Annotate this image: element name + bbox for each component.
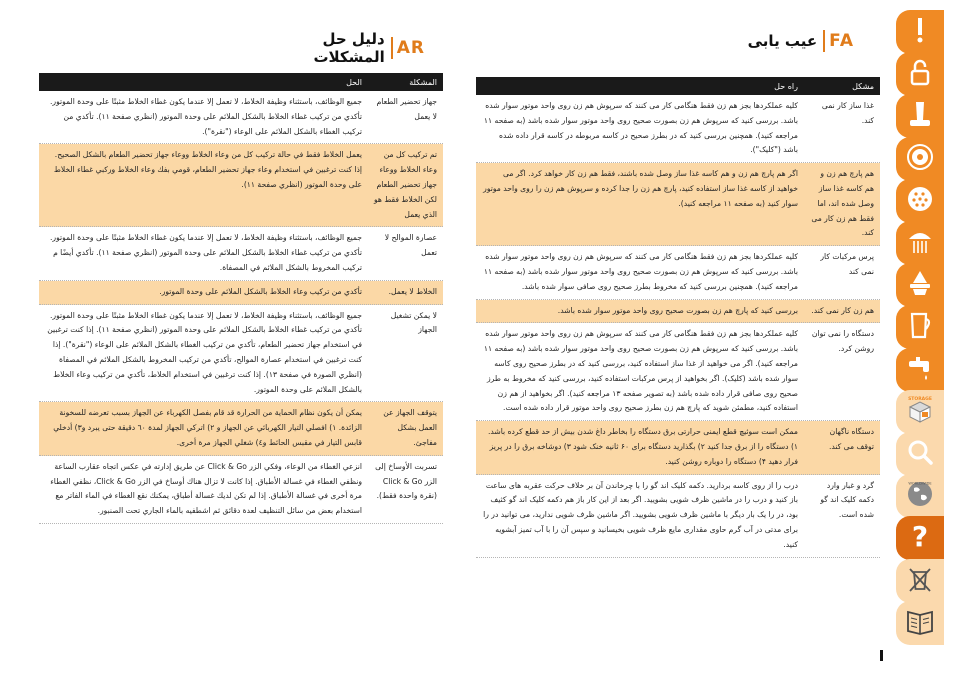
fa-solution-cell: بررسی کنید که پارچ هم زن بصورت صحیح روی واحد موتور سوار شده باشد. bbox=[557, 305, 798, 315]
citrus-press-icon bbox=[905, 268, 935, 302]
ar-solution-cell: جميع الوظائف، باستثناء وظيفة الخلاط، لا تعمل إلا عندما يكون غطاء الخلاط مثبتًا على وحدة الموتور. تأكدي من تركيب غطاء الخلاط بالشكل الملائم على وحدة الموتور (انظري صفحة ١١). تأكدي من تركيب الغطاء بالشكل الملائم على الوعاء ("نقرة"). bbox=[49, 97, 362, 136]
book-icon bbox=[905, 606, 935, 640]
ar-page-title: دليل حل المشكلات bbox=[313, 30, 385, 66]
chapter-tab-faucet[interactable] bbox=[896, 348, 944, 392]
svg-text:?: ? bbox=[911, 521, 929, 552]
chapter-tab-book[interactable] bbox=[896, 601, 944, 645]
svg-text:STORAGE: STORAGE bbox=[908, 396, 932, 402]
chapter-tab-disc[interactable] bbox=[896, 137, 944, 181]
fa-solution-cell: کلیه عملکردها بجز هم زن فقط هنگامی کار می کنند که سرپوش هم زن روی واحد موتور سوار شده باشد. بررسی کنید که سرپوش هم زن بصورت صحیح روی واحد موتور سوار شده باشد (به صفحه ۱۱ مراجعه کنید). اگر می خواهید از غذا ساز استفاده کنید، بررسی کنید که در بطرز صحیح روی کاسه سوار شده باشد (کلیک). اگر بخواهید از پرس مرکبات استفاده کنید، بررسی کنید که مخروط به طرز صحیح روی صافی قرار داده شده باشد (به تصویر صفحه ۱۳ مراجعه کنید). اگر بخواهید از هم زن استفاده کنید، مطمئن شوید که پارچ هم زن بطرز صحیح روی واحد موتور قرار داده شده است. bbox=[483, 329, 798, 413]
ar-table-row bbox=[39, 144, 443, 227]
fa-solution-cell: ممکن است سوئیچ قطع ایمنی حرارتی برق دستگاه را بخاطر داغ شدن بیش از حد قطع کرده باشد. ۱) دستگاه را از برق جدا کنید ۲) بگذارید دستگاه برای ۶۰ ثانیه خنک شود ۳) دوشاخه برق را در پریز فرار دهید ۴) دستگاه را دوباره روشن کنید. bbox=[487, 427, 798, 466]
fa-troubleshooting-table bbox=[476, 77, 880, 558]
fa-problem-cell: غذا ساز کار نمی کند. bbox=[821, 101, 874, 125]
ar-troubleshooting-table bbox=[39, 73, 443, 524]
fa-table-row bbox=[476, 421, 880, 474]
chapter-tab-question-mark[interactable] bbox=[896, 516, 944, 560]
blender-icon bbox=[905, 99, 935, 133]
fa-solution-cell: درب را از روی کاسه بردارید. دکمه کلیک اند گو را با چرخاندن آن بر خلاف حرکت عقربه های ساعت باز کنید و درب را در ماشین ظرف شویی بشویید. اگر بعد از این کار باز هم دکمه کلیک اند گو کثیف بود، در را یک بار دیگر با ماشین ظرف شویی بشویید. اگر ماشین ظرف شویی ندارید، می توانید در را برای مدتی در آب گرم حاوی مقداری مایع ظرف شویی بخیسانید و سپس آن را با آب تمیز آبشویه کنید. bbox=[483, 480, 798, 549]
ar-solution-cell: تأكدي من تركيب وعاء الخلاط بالشكل الملائم على وحدة الموتور. bbox=[159, 286, 362, 296]
jug-icon bbox=[905, 310, 935, 344]
fa-problem-cell: هم زن کار نمی کند. bbox=[811, 305, 874, 315]
chapter-tab-lock[interactable] bbox=[896, 52, 944, 96]
ar-table-row bbox=[39, 227, 443, 280]
fa-table-row bbox=[476, 323, 880, 421]
chapter-tab-storage-box[interactable] bbox=[896, 390, 944, 434]
ar-solution-cell: يعمل الخلاط فقط في حالة تركيب كل من وعاء الخلاط ووعاء جهاز تحضير الطعام بالشكل الصحيح. إذا كنت ترغبين في استخدام وعاء جهاز تحضير الطعام، قومي بفك وعاء الخلاط وركبي غطاء الخلاط على وحدة الموتور (انظري صفحة ١١). bbox=[53, 150, 362, 189]
shredder-icon bbox=[905, 226, 935, 260]
crossed-bin-icon bbox=[905, 564, 935, 598]
chapter-tab-jug[interactable] bbox=[896, 305, 944, 349]
ar-solution-cell: يمكن أن يكون نظام الحماية من الحرارة قد قام بفصل الكهرباء عن الجهاز بسبب تعرضه للسخونة الزائدة. ١) افصلي التيار الكهربائي عن الجهاز و ٢) اتركي الجهاز لمدة ٦٠ دقيقة حتى يبرد و٣) أدخلي قابس التيار في مقبس الحائط و٤) شغلي الجهاز مرة أخرى. bbox=[53, 408, 362, 447]
fa-solution-cell: کلیه عملکردها بجز هم زن فقط هنگامی کار می کنند که سرپوش هم زن روی واحد موتور سوار شده باشد. بررسی کنید که سرپوش هم زن بصورت صحیح روی واحد موتور سوار شده باشد (به صفحه ۱۱ مراجعه کنید). همچنین بررسی کنید که مخروط بطرز صحیح روی صافی سوار شده باشد. bbox=[483, 252, 798, 291]
fa-problem-cell: گرد و غبار وارد دکمه کلیک اند گو شده است. bbox=[820, 480, 874, 520]
chapter-tab-citrus-press[interactable] bbox=[896, 263, 944, 307]
fa-table-row bbox=[476, 475, 880, 558]
ar-problem-cell: تم تركيب كل من وعاء الخلاط ووعاء جهاز تحضير الطعام لكن الخلاط فقط هو الذي يعمل bbox=[373, 150, 437, 219]
ar-solution-cell: جميع الوظائف، باستثناء وظيفة الخلاط، لا تعمل إلا عندما يكون غطاء الخلاط مثبتًا على وحدة الموتور. تأكدي من تركيب غطاء الخلاط بالشكل الملائم على وحدة الموتور (انظري صفحة ١١). تأكدي أيضًا م تركيب المخروط بالشكل الملائم في المصفاة. bbox=[49, 233, 362, 272]
ar-table-row bbox=[39, 281, 443, 305]
fa-header-solution: راه حل bbox=[774, 81, 798, 91]
chapter-tab-globe[interactable] bbox=[896, 474, 944, 518]
ar-problem-cell: الخلاط لا يعمل. bbox=[388, 286, 437, 296]
grater-icon bbox=[905, 184, 935, 218]
ar-table-row bbox=[39, 305, 443, 403]
chapter-tab-blender[interactable] bbox=[896, 94, 944, 138]
fa-problem-cell: پرس مرکبات کار نمی کند bbox=[820, 252, 874, 276]
ar-section-header bbox=[275, 30, 429, 66]
fa-header-problem: مشکل bbox=[852, 81, 874, 91]
ar-solution-cell: انزعي الغطاء من الوعاء، وفكي الزر Click & Go عن طريق إدارته في عكس اتجاه عقارب الساعة ونظفي الغطاء في غسالة الأطباق. إذا كانت لا تزال هناك أوساخ في الزر Click & Go، نظفي الغطاء مرة أخرى في غسالة الأطباق. إذا لم تكن لديك غسالة أطباق، يمكنك نقع الغطاء في الماء الفاتر مع استخدام بعض من سائل التنظيف لعدة دقائق ثم اشطفيه بالماء الجاري تحت الصنبور. bbox=[50, 461, 362, 516]
ar-problem-cell: يتوقف الجهاز عن العمل بشكل مفاجئ. bbox=[383, 408, 437, 447]
magnifier-icon bbox=[905, 437, 935, 471]
fa-table-row bbox=[476, 246, 880, 299]
faucet-icon bbox=[905, 353, 935, 387]
page-number-marker bbox=[880, 650, 883, 661]
chapter-tab-crossed-bin[interactable] bbox=[896, 559, 944, 603]
chapter-tab-grater[interactable] bbox=[896, 179, 944, 223]
chapter-tab-sidebar bbox=[896, 10, 944, 643]
fa-table-row bbox=[476, 300, 880, 324]
storage-box-icon bbox=[905, 395, 935, 429]
fa-solution-cell: کلیه عملکردها بجز هم زن فقط هنگامی کار می کنند که سرپوش هم زن روی واحد موتور سوار شده باشد. بررسی کنید که سرپوش هم زن بصورت صحیح روی واحد موتور سوار شده باشد (به صفحه ۱۱ مراجعه کنید). همچنین بررسی کنید که در بطرز صحیح در کاسه مربوطه در کاسه قرار داده شده باشد ("کلیک"). bbox=[483, 101, 798, 155]
fa-table-row bbox=[476, 95, 880, 163]
ar-header-problem: المشكلة bbox=[409, 77, 437, 87]
ar-table-row bbox=[39, 456, 443, 524]
ar-language-badge: AR bbox=[391, 37, 429, 59]
exclamation-icon bbox=[905, 15, 935, 49]
fa-table-header bbox=[476, 77, 880, 95]
ar-solution-cell: جميع الوظائف، باستثناء وظيفة الخلاط، لا تعمل إلا عندما يكون غطاء الخلاط مثبتًا على وحدة الموتور. تأكدي من تركيب غطاء الخلاط بالشكل الملائم على وحدة الموتور (انظري صفحة ١١). إذا كنت ترغبين في استخدام جهاز تحضير الطعام، تأكدي من تركيب الغطاء بالشكل الملائم على الوعاء ("نقرة"). إذا كنت ترغبين في استخدام عصارة الموالح، تأكدي من تركيب المخروط بالشكل الملائم في المصفاة (انظري الصورة في صفحة ١٣). إذا كنت ترغبين في استخدام الخلاط، تأكدي من تركيب وعاء الخلاط بالشكل الملائم على وحدة الموتور. bbox=[47, 310, 362, 394]
question-mark-icon bbox=[905, 521, 935, 555]
fa-problem-cell: دستگاه را نمی توان روشن کرد. bbox=[811, 329, 874, 354]
fa-section-header bbox=[746, 30, 858, 52]
ar-header-solution: الحل bbox=[346, 77, 362, 87]
chapter-tab-magnifier[interactable] bbox=[896, 432, 944, 476]
globe-icon bbox=[905, 479, 935, 513]
fa-page-title: عیب یابی bbox=[747, 32, 818, 50]
fa-solution-cell: اگر هم پارچ هم زن و هم کاسه غذا ساز وصل شده باشند، فقط هم زن کار خواهد کرد. اگر می خواهید از کاسه غذا ساز استفاده کنید، پارچ هم زن را جدا کرده و سرپوش هم زن را روی واحد موتور سوار کنید (به صفحه ۱۱ مراجعه کنید). bbox=[483, 169, 798, 208]
chapter-tab-exclamation[interactable] bbox=[896, 10, 944, 54]
ar-table-header bbox=[39, 73, 443, 91]
ar-problem-cell: جهاز تحضير الطعام لا يعمل bbox=[376, 97, 437, 121]
ar-table-row bbox=[39, 402, 443, 455]
fa-problem-cell: هم پارچ هم زن و هم کاسه غذا ساز وصل شده اند، اما فقط هم زن کار می کند. bbox=[811, 169, 874, 238]
ar-problem-cell: لا يمكن تشغيل الجهاز bbox=[390, 310, 437, 335]
ar-problem-cell: تسربت الأوساخ إلى الزر Click & Go (نقرة واحدة فقط). bbox=[375, 461, 437, 501]
disc-icon bbox=[905, 142, 935, 176]
fa-table-row bbox=[476, 163, 880, 246]
fa-language-badge: FA bbox=[823, 30, 858, 52]
ar-table-row bbox=[39, 91, 443, 144]
chapter-tab-shredder[interactable] bbox=[896, 221, 944, 265]
fa-problem-cell: دستگاه ناگهان توقف می کند. bbox=[828, 427, 874, 451]
svg-text:WORLDWIDE: WORLDWIDE bbox=[908, 481, 932, 486]
lock-icon bbox=[905, 57, 935, 91]
ar-problem-cell: عصارة الموالح لا تعمل bbox=[384, 233, 437, 258]
